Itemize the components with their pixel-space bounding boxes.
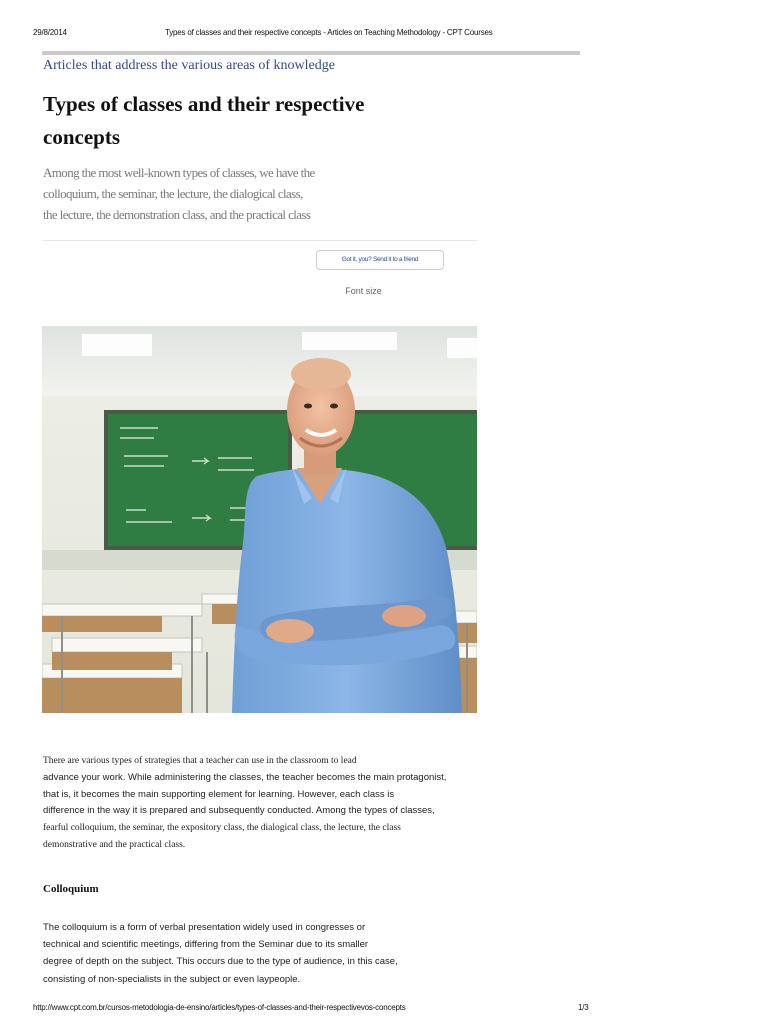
intro-line: fearful colloquium, the seminar, the expository class, the dialogical class, the lecture, the class <box>43 823 401 834</box>
article-title <box>43 88 463 154</box>
colloquium-paragraph <box>43 919 463 988</box>
header-divider <box>42 51 580 55</box>
colloquium-heading: Colloquium <box>43 883 99 895</box>
intro-line: that is, it becomes the main supporting element for learning. However, each class is <box>43 788 395 800</box>
colloquium-line: technical and scientific meetings, differing from the Seminar due to its smaller <box>43 939 369 951</box>
subtitle-line: colloquium, the seminar, the lecture, the dialogical class, <box>43 186 303 201</box>
title-line: Types of classes and their respective <box>43 92 365 116</box>
section-kicker-link[interactable]: Articles that address the various areas of knowledge <box>43 58 335 73</box>
intro-paragraph <box>43 753 503 854</box>
print-date: 29/8/2014 <box>33 28 67 37</box>
subtitle-line: Among the most well-known types of classes, we have the <box>43 165 315 180</box>
teacher-classroom-photo <box>42 326 477 713</box>
subtitle-divider <box>43 240 477 241</box>
colloquium-line: consisting of non-specialists in the subject or even laypeople. <box>43 973 301 985</box>
intro-line: difference in the way it is prepared and subsequently conducted. Among the types of classes, <box>43 805 435 817</box>
print-url: http://www.cpt.com.br/cursos-metodologia-de-ensino/articles/types-of-classes-and-their-respectivevos-concepts <box>33 1003 406 1012</box>
subtitle-line: the lecture, the demonstration class, and the practical class <box>43 207 311 222</box>
intro-line: There are various types of strategies that a teacher can use in the classroom to lead <box>43 756 357 766</box>
font-size-control[interactable]: Font size <box>345 286 382 296</box>
title-line: concepts <box>43 125 120 149</box>
intro-line: advance your work. While administering the classes, the teacher becomes the main protagonist, <box>43 771 447 783</box>
colloquium-line: The colloquium is a form of verbal presentation widely used in congresses or <box>43 922 366 933</box>
print-page-number: 1/3 <box>578 1003 589 1012</box>
intro-line: demonstrative and the practical class. <box>43 839 186 850</box>
send-to-friend-button[interactable]: Got it, you? Send it to a friend <box>316 250 444 270</box>
article-subtitle <box>43 162 343 225</box>
colloquium-line: degree of depth on the subject. This occurs due to the type of audience, in this case, <box>43 956 398 968</box>
print-document-title: Types of classes and their respective concepts - Articles on Teaching Methodology - CPT Courses <box>165 28 493 37</box>
